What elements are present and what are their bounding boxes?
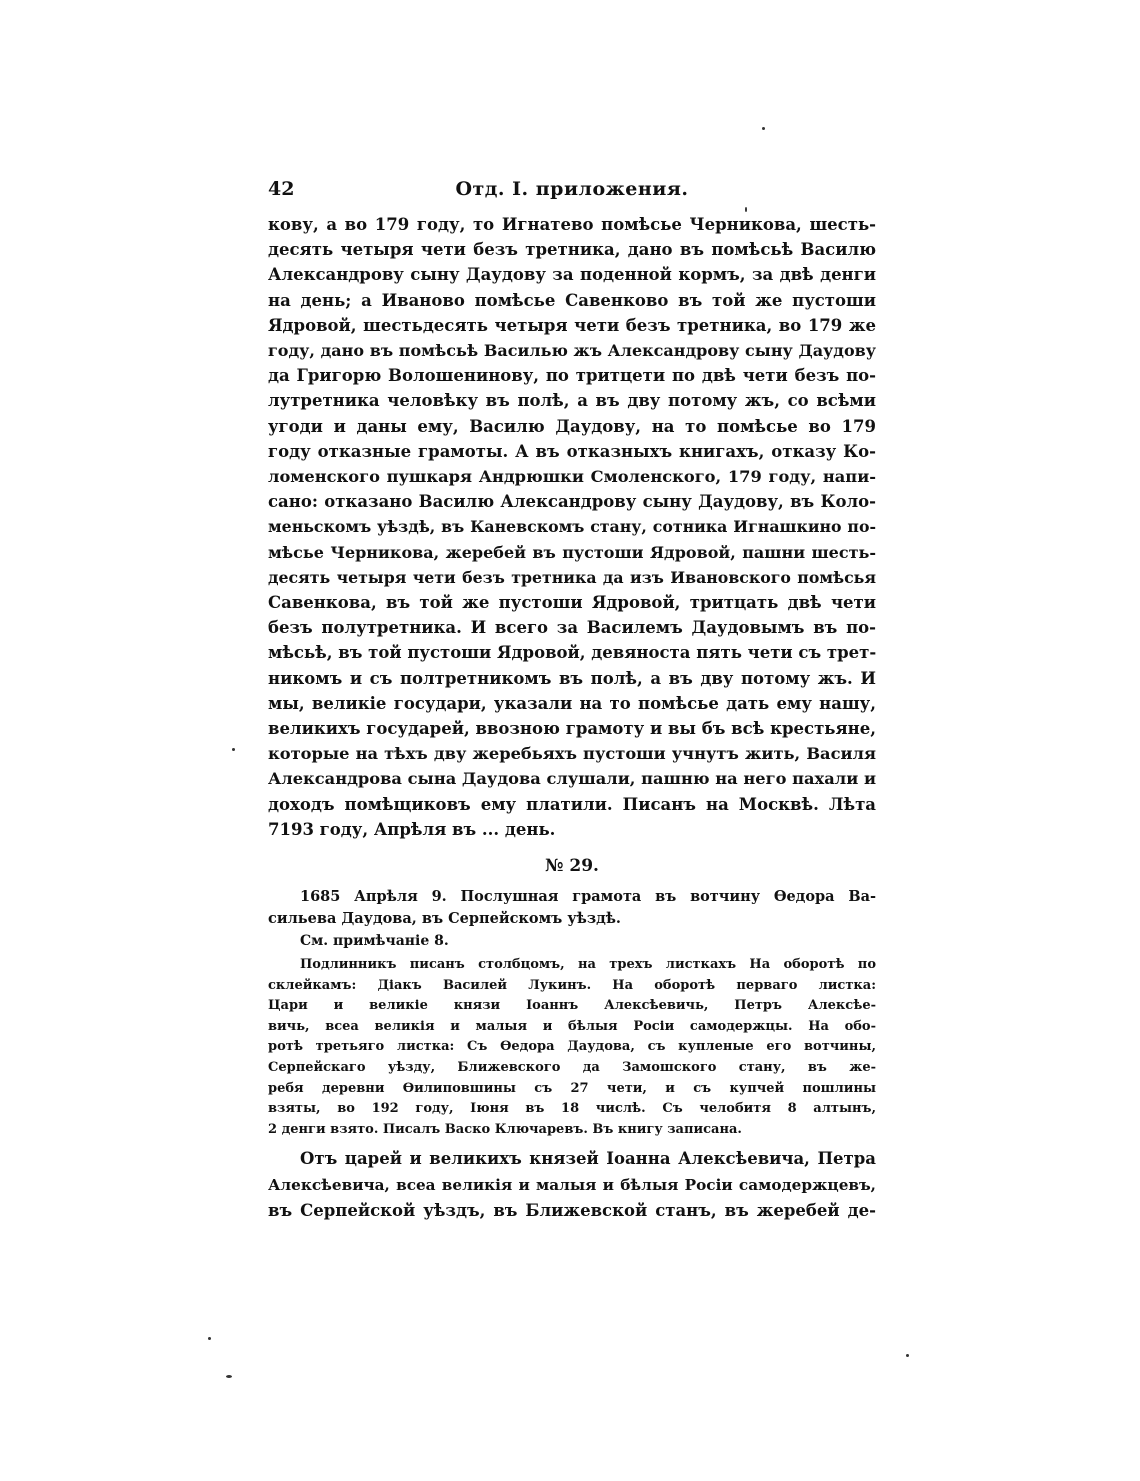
description-line: ротѣ третьяго листка: Съ Өедора Даудова, съ купленые его вотчины, [268,1039,876,1055]
text-line: мѣсье Черникова, жеребей въ пустоши Ядровой, пашни шесть- [268,542,876,562]
text-line: безъ полутретника. И всего за Василемъ Даудовымъ въ по- [268,618,876,638]
text-line: да Григорю Волошенинову, по тритцети по двѣ чети безъ по- [268,366,876,386]
manuscript-description [268,955,876,1140]
text-line: мѣсьѣ, въ той пустоши Ядровой, девяноста пять чети съ трет- [268,643,877,663]
text-line: угоди и даны ему, Василю Даудову, на то помѣсье во 179 [268,416,876,436]
scan-speck [232,748,235,751]
reference-note: См. примѣчаніе 8. [300,933,449,950]
text-line: мы, великіе государи, указали на то помѣсье дать ему нашу, [268,693,876,713]
description-line: 2 денги взято. Писалъ Васко Ключаревъ. Въ книгу записана. [268,1121,742,1137]
text-line: лутретника человѣку въ полѣ, а въ дву потому жъ, со всѣми [268,391,876,411]
text-line: никомъ и съ полтретникомъ въ полѣ, а въ дву потому жъ. И [268,668,876,688]
text-line: десять четыря чети безъ третника, дано въ помѣсьѣ Василю [268,240,876,260]
text-line: сано: отказано Василю Александрову сыну Даудову, въ Коло- [268,492,876,512]
document-heading [268,886,876,930]
text-line: году, дано въ помѣсьѣ Василью жъ Александрову сыну Даудову [268,341,876,361]
description-line: Цари и великіе князи Іоаннъ Алексѣевичь, Петръ Алексѣе- [268,998,876,1014]
scan-speck [762,127,765,130]
text-line: десять четыря чети безъ третника да изъ Ивановского помѣсья [268,567,876,587]
document-text [268,1146,876,1224]
scan-speck [906,1354,909,1357]
description-line: склейкамъ: Діакъ Василей Лукинъ. На оборотѣ перваго листка: [268,977,876,993]
text-line: на день; а Иваново помѣсье Савенково въ той же пустоши [268,290,876,310]
scan-speck [208,1337,211,1340]
description-line: Подлинникъ писанъ столбцомъ, на трехъ листкахъ На оборотѣ по [300,957,876,973]
text-line: доходъ помѣщиковъ ему платили. Писанъ на Москвѣ. Лѣта [268,794,876,814]
text-line: меньскомъ уѣздѣ, въ Каневскомъ стану, сотника Игнашкино по- [268,517,876,537]
scan-speck [226,1375,232,1378]
running-head: Отд. I. приложения. [455,178,689,200]
text-line: которые на тѣхъ дву жеребьяхъ пустоши учнутъ жить, Василя [268,744,876,764]
page-header [268,176,876,212]
body-text [268,212,876,842]
text-line: Отъ царей и великихъ князей Іоанна Алексѣевича, Петра [300,1149,876,1169]
text-line: великихъ государей, ввозною грамоту и вы бъ всѣ крестьяне, [268,719,876,739]
text-line: ломенского пушкаря Андрюшки Смоленского, 179 году, напи- [268,467,876,487]
description-line: ребя деревни Өилиповшины съ 27 чети, и съ купчей пошлины [268,1080,876,1096]
text-line: Александрову сыну Даудову за поденной кормъ, за двѣ денги [268,265,876,285]
description-line: вичь, всеа великія и малыя и бѣлыя Росіи самодержцы. На обо- [268,1018,876,1034]
text-line: Ядровой, шестьдесять четыря чети безъ третника, во 179 же [268,315,876,335]
text-line: Александрова сына Даудова слушали, пашню на него пахали и [268,769,876,789]
description-line: взяты, во 192 году, Іюня въ 18 числѣ. Съ челобитя 8 алтынъ, [268,1101,876,1117]
heading-line: 1685 Апрѣля 9. Послушная грамота въ вотчину Өедора Ва- [300,888,876,906]
text-line: въ Серпейской уѣздъ, въ Ближевской станъ, въ жеребей де- [268,1201,876,1221]
document-number: № 29. [545,856,599,877]
text-line: году отказные грамоты. А въ отказныхъ книгахъ, отказу Ко- [268,441,876,461]
text-line: Алексѣевича, всеа великія и малыя и бѣлыя Росіи самодержцевъ, [268,1176,876,1195]
heading-line: сильева Даудова, въ Серпейскомъ уѣздѣ. [268,910,621,928]
text-line: Савенкова, въ той же пустоши Ядровой, тритцать двѣ чети [268,593,876,613]
text-line: 7193 году, Апрѣля въ ... день. [268,819,556,839]
document-page [268,176,876,1224]
text-line: кову, а во 179 году, то Игнатево помѣсье Черникова, шесть- [268,215,876,234]
description-line: Серпейскаго уѣзду, Ближевского да Замошского стану, въ же- [268,1060,876,1076]
page-number: 42 [268,178,295,200]
